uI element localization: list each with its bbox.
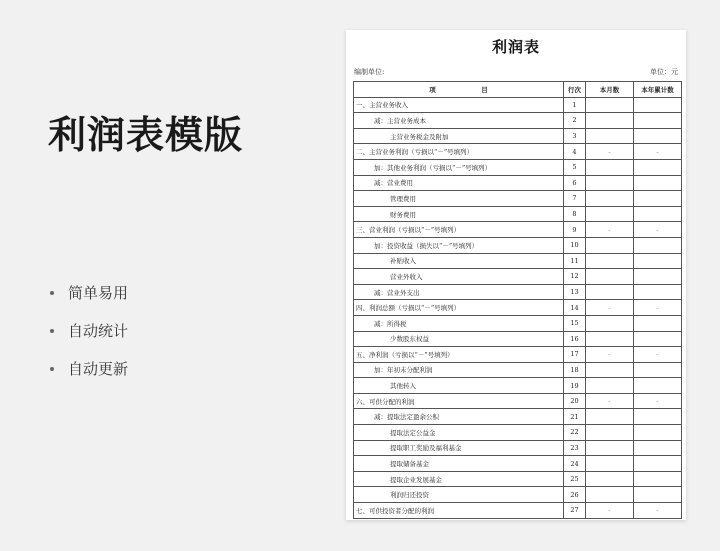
feature-label: 自动统计 [68,322,129,340]
row-line-cell: 18 [564,362,586,378]
unit-label: 单位：元 [650,68,678,76]
row-item-cell: 减：主营业务成本 [354,113,564,129]
row-item-cell: 五、净利润（亏损以“－”号填列） [354,347,564,363]
table-row [354,237,682,253]
row-month-cell [586,378,634,394]
feature-item [50,284,128,322]
row-ytd-cell [634,362,682,378]
row-ytd-cell [634,378,682,394]
row-item-cell: 六、可供分配的利润 [354,393,564,409]
row-month-cell [586,97,634,113]
table-row [354,191,682,207]
row-line-cell: 25 [564,471,586,487]
row-ytd-cell [634,471,682,487]
row-line-cell: 10 [564,237,586,253]
income-statement-sheet [346,30,686,520]
row-line-cell: 22 [564,425,586,441]
row-month-cell [586,409,634,425]
row-item-cell: 减：营业外支出 [354,284,564,300]
row-line-cell: 5 [564,159,586,175]
row-item-cell: 提取储备基金 [354,456,564,472]
row-ytd-cell [634,159,682,175]
row-line-cell: 7 [564,191,586,207]
table-row [354,362,682,378]
statement-table [353,81,682,519]
row-item-cell: 二、主营业务利润（亏损以“－”号填列） [354,144,564,160]
row-month-cell [586,159,634,175]
row-ytd-cell: - [634,222,682,238]
bullet-icon [50,367,54,371]
feature-label: 简单易用 [68,284,129,302]
row-month-cell: - [586,503,634,519]
row-item-cell: 提取企业发展基金 [354,471,564,487]
row-month-cell [586,362,634,378]
feature-item [50,322,128,360]
row-ytd-cell [634,206,682,222]
table-row [354,409,682,425]
table-row [354,128,682,144]
row-line-cell: 20 [564,393,586,409]
row-month-cell [586,128,634,144]
row-line-cell: 4 [564,144,586,160]
row-item-cell: 减：所得税 [354,315,564,331]
row-line-cell: 17 [564,347,586,363]
table-row [354,113,682,129]
row-line-cell: 19 [564,378,586,394]
row-ytd-cell: - [634,300,682,316]
row-item-cell: 加：投资收益（损失以“－”号填列） [354,237,564,253]
row-ytd-cell [634,97,682,113]
row-line-cell: 1 [564,97,586,113]
table-row [354,440,682,456]
sheet-title: 利润表 [491,38,540,56]
row-month-cell [586,456,634,472]
bullet-icon [50,329,54,333]
row-ytd-cell [634,191,682,207]
row-line-cell: 8 [564,206,586,222]
row-line-cell: 2 [564,113,586,129]
row-item-cell: 财务费用 [354,206,564,222]
promo-title: 利润表模版 [48,113,244,157]
header-item: 项 目 [354,82,564,98]
row-line-cell: 21 [564,409,586,425]
row-month-cell [586,284,634,300]
row-line-cell: 27 [564,503,586,519]
row-ytd-cell: - [634,503,682,519]
row-line-cell: 26 [564,487,586,503]
row-line-cell: 6 [564,175,586,191]
row-line-cell: 3 [564,128,586,144]
feature-list [50,284,128,398]
row-month-cell [586,440,634,456]
table-row [354,347,682,363]
row-ytd-cell [634,487,682,503]
row-ytd-cell [634,284,682,300]
row-line-cell: 14 [564,300,586,316]
row-item-cell: 减：营业费用 [354,175,564,191]
row-ytd-cell: - [634,393,682,409]
table-row [354,393,682,409]
header-ytd: 本年累计数 [634,82,682,98]
row-month-cell: - [586,393,634,409]
row-line-cell: 11 [564,253,586,269]
header-month: 本月数 [586,82,634,98]
row-item-cell: 其他转入 [354,378,564,394]
row-month-cell [586,487,634,503]
row-item-cell: 营业外收入 [354,269,564,285]
table-row [354,284,682,300]
row-item-cell: 提取职工奖励及福利基金 [354,440,564,456]
row-item-cell: 提取法定公益金 [354,425,564,441]
row-ytd-cell [634,237,682,253]
row-item-cell: 管理费用 [354,191,564,207]
row-line-cell: 9 [564,222,586,238]
row-item-cell: 七、可供投资者分配的利润 [354,503,564,519]
row-item-cell: 主营业务税金及附加 [354,128,564,144]
row-month-cell [586,471,634,487]
row-ytd-cell [634,456,682,472]
row-ytd-cell [634,253,682,269]
row-month-cell [586,206,634,222]
row-item-cell: 补贴收入 [354,253,564,269]
row-month-cell: - [586,222,634,238]
table-row [354,378,682,394]
row-line-cell: 16 [564,331,586,347]
table-body [354,97,682,518]
table-row [354,253,682,269]
bullet-icon [50,291,54,295]
table-row [354,300,682,316]
row-month-cell [586,315,634,331]
table-row [354,487,682,503]
row-ytd-cell [634,113,682,129]
table-row [354,97,682,113]
row-month-cell: - [586,347,634,363]
header-line: 行次 [564,82,586,98]
row-ytd-cell [634,128,682,144]
row-ytd-cell [634,175,682,191]
row-ytd-cell [634,331,682,347]
table-row [354,425,682,441]
row-ytd-cell [634,425,682,441]
row-month-cell [586,191,634,207]
row-month-cell [586,269,634,285]
row-month-cell: - [586,144,634,160]
row-item-cell: 加：年初未分配利润 [354,362,564,378]
feature-label: 自动更新 [68,360,129,378]
row-item-cell: 利润归还投资 [354,487,564,503]
row-line-cell: 13 [564,284,586,300]
row-month-cell: - [586,300,634,316]
row-ytd-cell [634,315,682,331]
row-item-cell: 三、营业利润（亏损以“－”号填列） [354,222,564,238]
table-row [354,269,682,285]
feature-item [50,360,128,398]
row-month-cell [586,237,634,253]
table-row [354,159,682,175]
row-month-cell [586,175,634,191]
row-item-cell: 减：提取法定盈余公积 [354,409,564,425]
row-line-cell: 12 [564,269,586,285]
table-row [354,175,682,191]
row-month-cell [586,331,634,347]
row-month-cell [586,253,634,269]
row-ytd-cell: - [634,347,682,363]
row-item-cell: 四、利润总额（亏损以“－”号填列） [354,300,564,316]
table-row [354,315,682,331]
row-line-cell: 15 [564,315,586,331]
row-ytd-cell [634,409,682,425]
row-item-cell: 少数股东权益 [354,331,564,347]
table-row [354,456,682,472]
row-month-cell [586,113,634,129]
row-line-cell: 24 [564,456,586,472]
row-item-cell: 加：其他业务利润（亏损以“－”号填列） [354,159,564,175]
row-item-cell: 一、主营业务收入 [354,97,564,113]
table-row [354,331,682,347]
row-ytd-cell [634,440,682,456]
table-row [354,206,682,222]
table-row [354,222,682,238]
table-row [354,144,682,160]
row-ytd-cell: - [634,144,682,160]
table-header-row [354,82,682,98]
row-ytd-cell [634,269,682,285]
row-line-cell: 23 [564,440,586,456]
table-row [354,503,682,519]
table-row [354,471,682,487]
org-label: 编制单位: [354,68,385,76]
row-month-cell [586,425,634,441]
